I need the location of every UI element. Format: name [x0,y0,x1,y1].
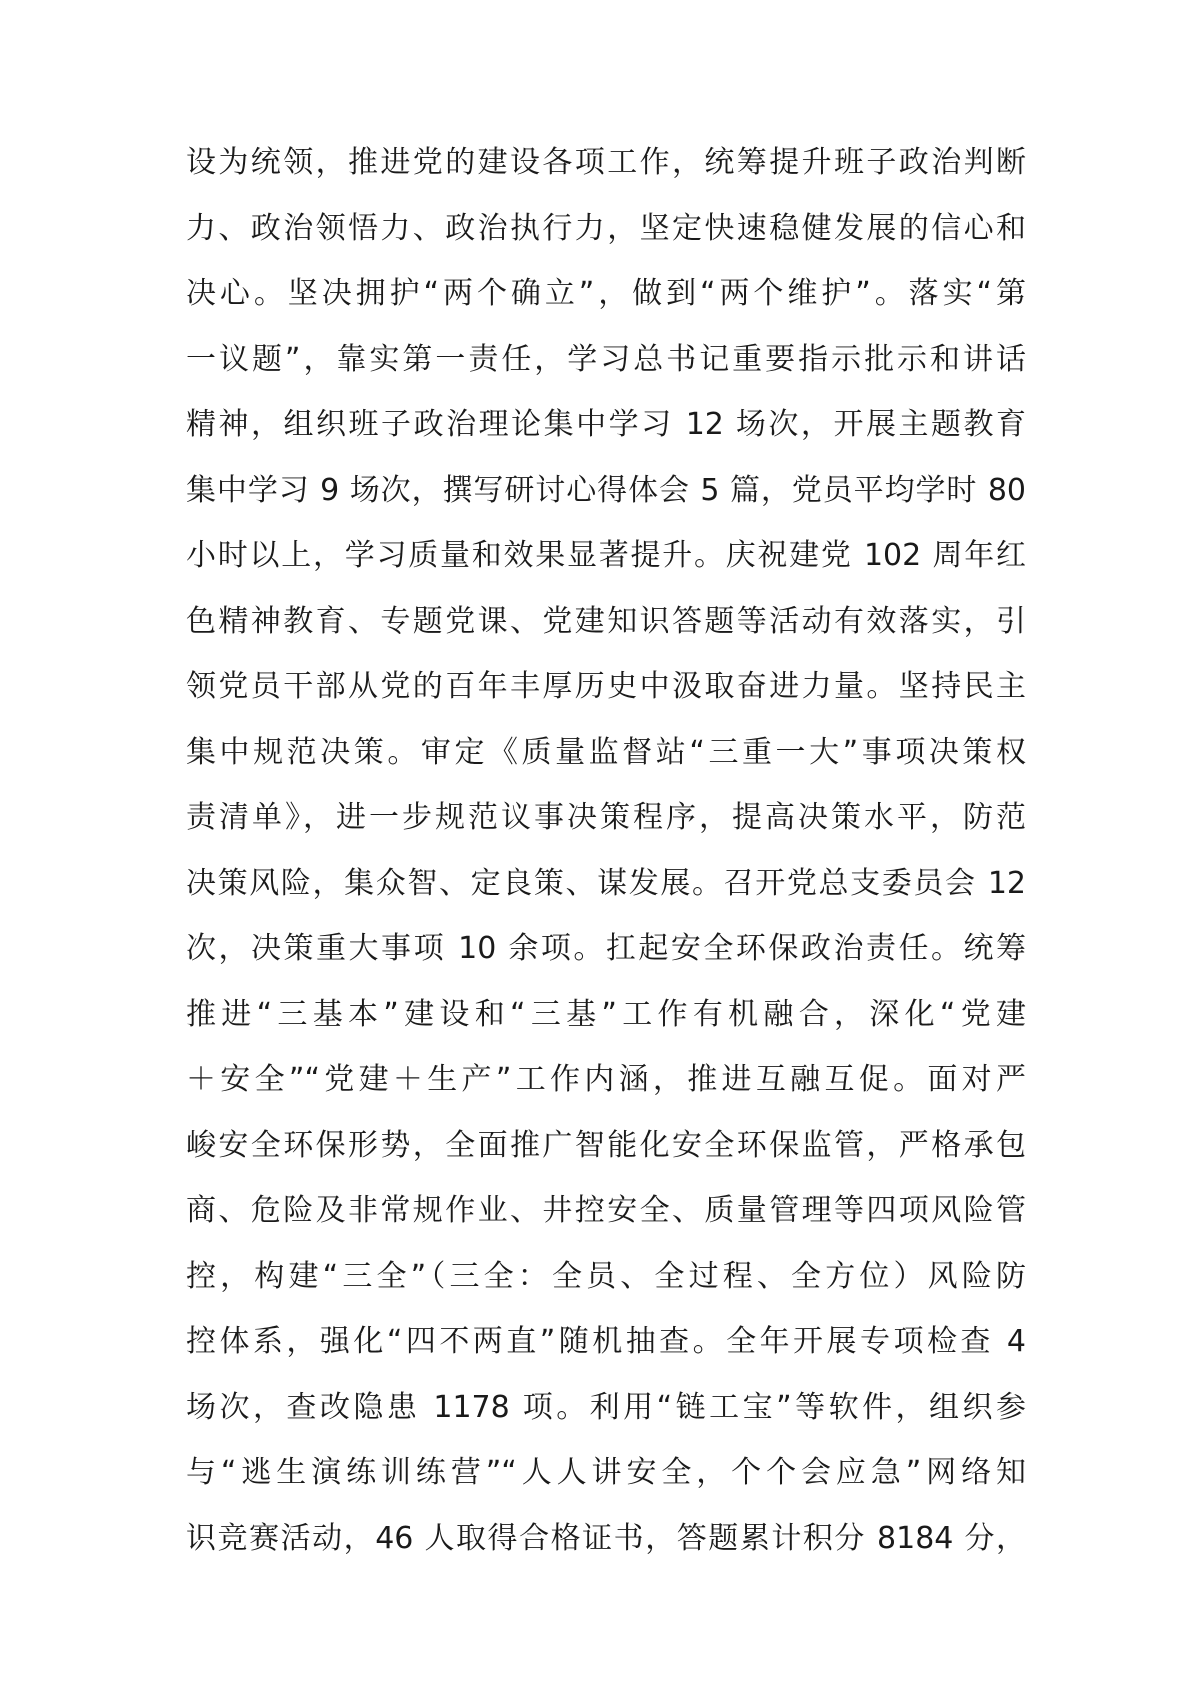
text-line-19: 控体系，强化“四不两直”随机抽查。全年开展专项检查 4 [186,1324,1026,1359]
text-line-8: 色精神教育、专题党课、党建知识答题等活动有效落实，引 [186,603,1026,639]
text-line-1: 设为统领，推进党的建设各项工作，统筹提升班子政治判断 [186,145,1026,180]
body-text [186,130,1026,1571]
text-line-10: 集中规范决策。审定《质量监督站“三重一大”事项决策权 [186,734,1026,770]
text-line-2: 力、政治领悟力、政治执行力，坚定快速稳健发展的信心和 [186,210,1026,246]
text-line-3: 决心。坚决拥护“两个确立”，做到“两个维护”。落实“第 [186,276,1026,311]
text-line-15: ＋安全”“党建＋生产”工作内涵，推进互融互促。面对严 [186,1062,1026,1097]
text-line-20: 场次，查改隐患 1178 项。利用“链工宝”等软件，组织参 [186,1389,1026,1425]
text-line-5: 精神，组织班子政治理论集中学习 12 场次，开展主题教育 [186,407,1026,442]
text-line-17: 商、危险及非常规作业、井控安全、质量管理等四项风险管 [186,1193,1026,1228]
text-line-22: 识竞赛活动，46 人取得合格证书，答题累计积分 8184 分， [186,1520,1026,1556]
text-line-12: 决策风险，集众智、定良策、谋发展。召开党总支委员会 12 [186,865,1026,901]
text-line-18: 控，构建“三全”（三全：全员、全过程、全方位）风险防 [186,1258,1026,1294]
text-line-4: 一议题”，靠实第一责任，学习总书记重要指示批示和讲话 [186,341,1026,377]
text-line-11: 责清单》，进一步规范议事决策程序，提高决策水平，防范 [186,800,1026,835]
text-line-9: 领党员干部从党的百年丰厚历史中汲取奋进力量。坚持民主 [186,669,1026,704]
text-line-21: 与“逃生演练训练营”“人人讲安全，个个会应急”网络知 [186,1455,1026,1490]
text-line-16: 峻安全环保形势，全面推广智能化安全环保监管，严格承包 [186,1127,1026,1163]
text-line-13: 次，决策重大事项 10 余项。扛起安全环保政治责任。统筹 [186,931,1026,966]
text-line-14: 推进“三基本”建设和“三基”工作有机融合，深化“党建 [186,996,1026,1032]
text-line-7: 小时以上，学习质量和效果显著提升。庆祝建党 102 周年红 [186,538,1026,573]
text-line-6: 集中学习 9 场次，撰写研讨心得体会 5 篇，党员平均学时 80 [186,472,1026,508]
